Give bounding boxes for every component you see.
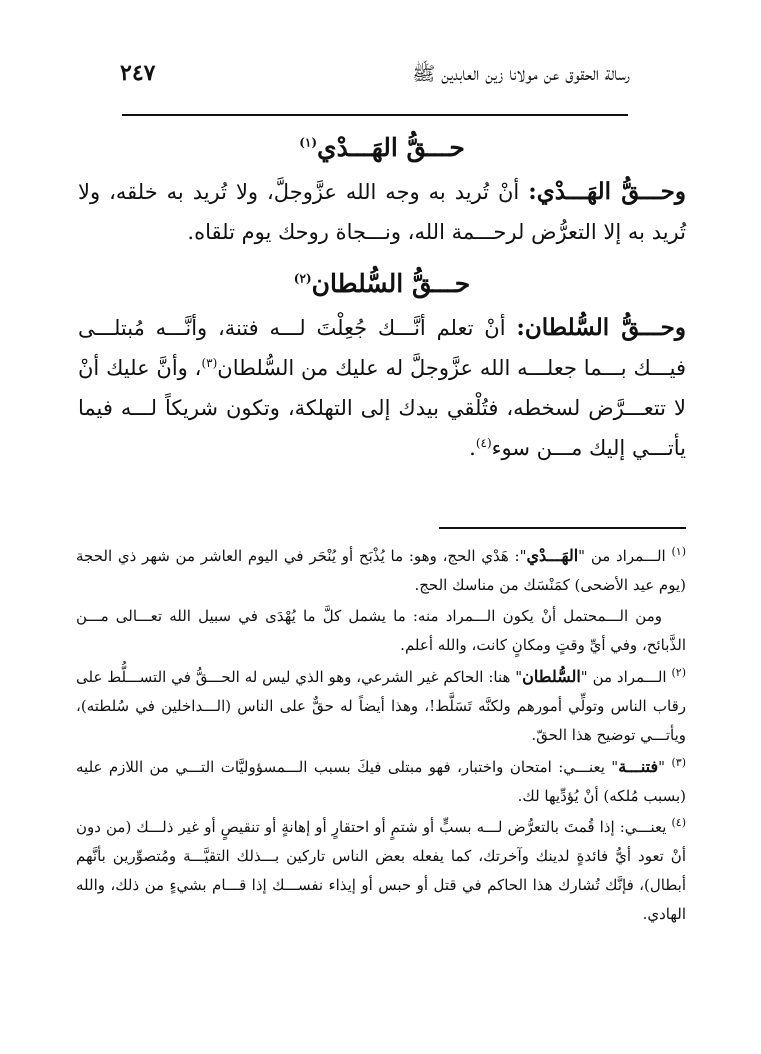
heading-text: حـــقُّ السُّلطان	[311, 269, 471, 298]
paragraph-sultan	[78, 308, 686, 468]
footnote-mark: (١)	[671, 545, 686, 558]
footnote-text: " هنا: الحاكم غير الشرعي، وهو الذي ليس له الحـــقُّ في التســـلُّط على رقاب الناس وتولِّي أمورهم ولكنَّه تَسَلَّط!، وهذا أيضاً له حقٌّ على الناس (الـــداخلين في سُلطته)، ويأتـــي توضيح هذا الحقّ.	[76, 668, 686, 744]
footnote-text: الـــمراد من "	[580, 668, 667, 686]
footnote-2	[76, 662, 686, 750]
footnote-text: "	[658, 758, 666, 776]
paragraph-end: .	[469, 436, 476, 460]
paragraph-hady	[78, 172, 686, 252]
footnote-ref: (١)	[299, 135, 318, 150]
footnote-term: السُّلطان	[522, 667, 581, 686]
footnote-ref: (٣)	[201, 356, 218, 370]
footnote-text: الـــمراد من "	[578, 547, 666, 565]
heading-text: حـــقُّ الهَـــدْي	[317, 133, 465, 162]
footnote-term: فتنـــة	[618, 757, 659, 776]
section-heading-sultan	[78, 266, 686, 302]
footnote-mark: (٣)	[671, 756, 686, 769]
page-header	[120, 58, 630, 92]
paragraph-text: أنْ تُريد به وجه الله عزَّوجلَّ، ولا تُريد به خلقه، ولا تُريد به إلا التعرُّض لرحـــمة الله، ونـــجاة روحك يوم تلقاه.	[78, 180, 686, 244]
footnote-term: الهَـــدْي	[526, 546, 579, 565]
main-text	[78, 128, 686, 468]
footnotes	[76, 541, 686, 931]
footnote-separator	[439, 527, 686, 529]
footnote-1	[76, 541, 686, 600]
footnote-3	[76, 752, 686, 811]
footnote-ref: (٢)	[293, 271, 312, 286]
section-heading-hady	[78, 130, 686, 166]
paragraph-term: وحـــقُّ الهَـــدْي:	[528, 178, 686, 205]
paragraph-term: وحـــقُّ السُّلطان:	[516, 314, 686, 341]
paragraph-text: ، وأنَّ عليك أنْ لا تتعـــرَّض لسخطه، فتُلْقي بيدك إلى التهلكة، وتكون شريكاً لـــه فيما يأتـــي إليك مـــن سوء	[78, 356, 686, 460]
footnote-4	[76, 813, 686, 929]
footnote-1-continuation: ومن الـــمحتمل أنْ يكون الـــمراد منه: ما يشمل كلَّ ما يُهْدَى في سبيل الله تعـــالى مـــن الذَّبائح، وفي أيِّ وقتٍ ومكانٍ كانت، والله أعلم.	[76, 607, 686, 654]
footnote-text: يعنـــي: إذا قُمتَ بالتعرُّض لـــه بسبٍّ أو شتمٍ أو احتقارٍ أو إهانةٍ أو تنقيصٍ أو غير ذلـــك (من دون أنْ تعود أيُّ فائدةٍ لدينك وآخرتك، كما يفعله بعض الناس تاركين بـــذلك التقيَّـــة ومُتصوِّرين بأنَّهم أبطال)، فإنَّك تُشارك هذا الحاكم في قتل أو حبس أو إيذاء نفســـك إذا قـــام بشيءٍ من ذلك، والله الهادي.	[76, 818, 686, 923]
footnote-mark: (٢)	[671, 666, 686, 679]
footnote-text: " يعنـــي: امتحان واختبار، فهو مبتلى فيكَ بسبب الـــمسؤوليَّات التـــي من اللازم عليه (بسبب مُلكه) أنْ يُؤدِّيها لك.	[76, 758, 686, 805]
footnote-ref: (٤)	[475, 436, 492, 450]
running-title: رسالة الحقوق عن مولانا زين العابدين ﷺ	[412, 63, 630, 85]
header-rule	[122, 114, 628, 116]
paragraph-text: أنْ تعلم أنَّـــك جُعِلْتَ لـــه فتنة، وأنَّـــه مُبتلـــى فيـــك بـــما جعلـــه الله عزَّوجلَّ له عليك من السُّلطان	[78, 316, 686, 380]
footnote-text: ": هَدْي الحج، وهو: ما يُذْبَح أو يُنْحَر في اليوم العاشر من شهر ذي الحجة (يوم عيد الأضحى) كمَنْسَك من مناسك الحج.	[76, 547, 686, 594]
footnote-mark: (٤)	[671, 816, 686, 829]
page-number: ٢٤٧	[120, 60, 156, 86]
